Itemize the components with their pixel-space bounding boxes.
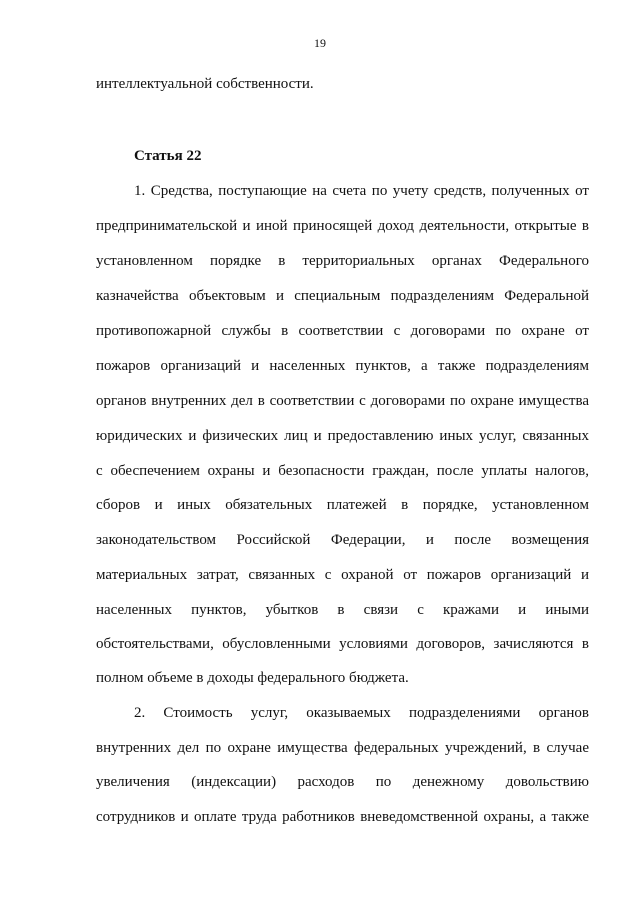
paragraph2-line: сотрудников и оплате труда работников вневедомственной охраны, а также <box>96 809 589 825</box>
paragraph1-line: пожаров организаций и населенных пунктов, а также подразделениям <box>96 358 589 374</box>
paragraph2-line: увеличения (индексации) расходов по денежному довольствию <box>96 774 589 790</box>
paragraph1-line: законодательством Российской Федерации, и после возмещения <box>96 532 589 548</box>
paragraph1-line: казначейства объектовым и специальным подразделениям Федеральной <box>96 288 589 304</box>
paragraph1-line: полном объеме в доходы федерального бюджета. <box>96 670 409 686</box>
fragment-line: интеллектуальной собственности. <box>96 76 314 92</box>
paragraph1-line: предпринимательской и иной приносящей доход деятельности, открытые в <box>96 218 589 234</box>
article-title: Статья 22 <box>134 148 202 164</box>
paragraph1-line: материальных затрат, связанных с охраной от пожаров организаций и <box>96 567 589 583</box>
paragraph1-line: с обеспечением охраны и безопасности граждан, после уплаты налогов, <box>96 463 589 479</box>
paragraph1-line: обстоятельствами, обусловленными условиями договоров, зачисляются в <box>96 636 589 652</box>
paragraph1-line: населенных пунктов, убытков в связи с кражами и иными <box>96 602 589 618</box>
paragraph1-line: органов внутренних дел в соответствии с договорами по охране имущества <box>96 393 589 409</box>
paragraph1-line: установленном порядке в территориальных органах Федерального <box>96 253 589 269</box>
paragraph1-line: противопожарной службы в соответствии с договорами по охране от <box>96 323 589 339</box>
page-number: 19 <box>314 36 326 50</box>
paragraph1-line: юридических и физических лиц и предоставлению иных услуг, связанных <box>96 428 589 444</box>
paragraph2-line: внутренних дел по охране имущества федеральных учреждений, в случае <box>96 740 589 756</box>
paragraph1-line: сборов и иных обязательных платежей в порядке, установленном <box>96 497 589 513</box>
paragraph2-line: 2. Стоимость услуг, оказываемых подразделениями органов <box>134 705 589 721</box>
paragraph1-line: 1. Средства, поступающие на счета по учету средств, полученных от <box>134 183 589 199</box>
